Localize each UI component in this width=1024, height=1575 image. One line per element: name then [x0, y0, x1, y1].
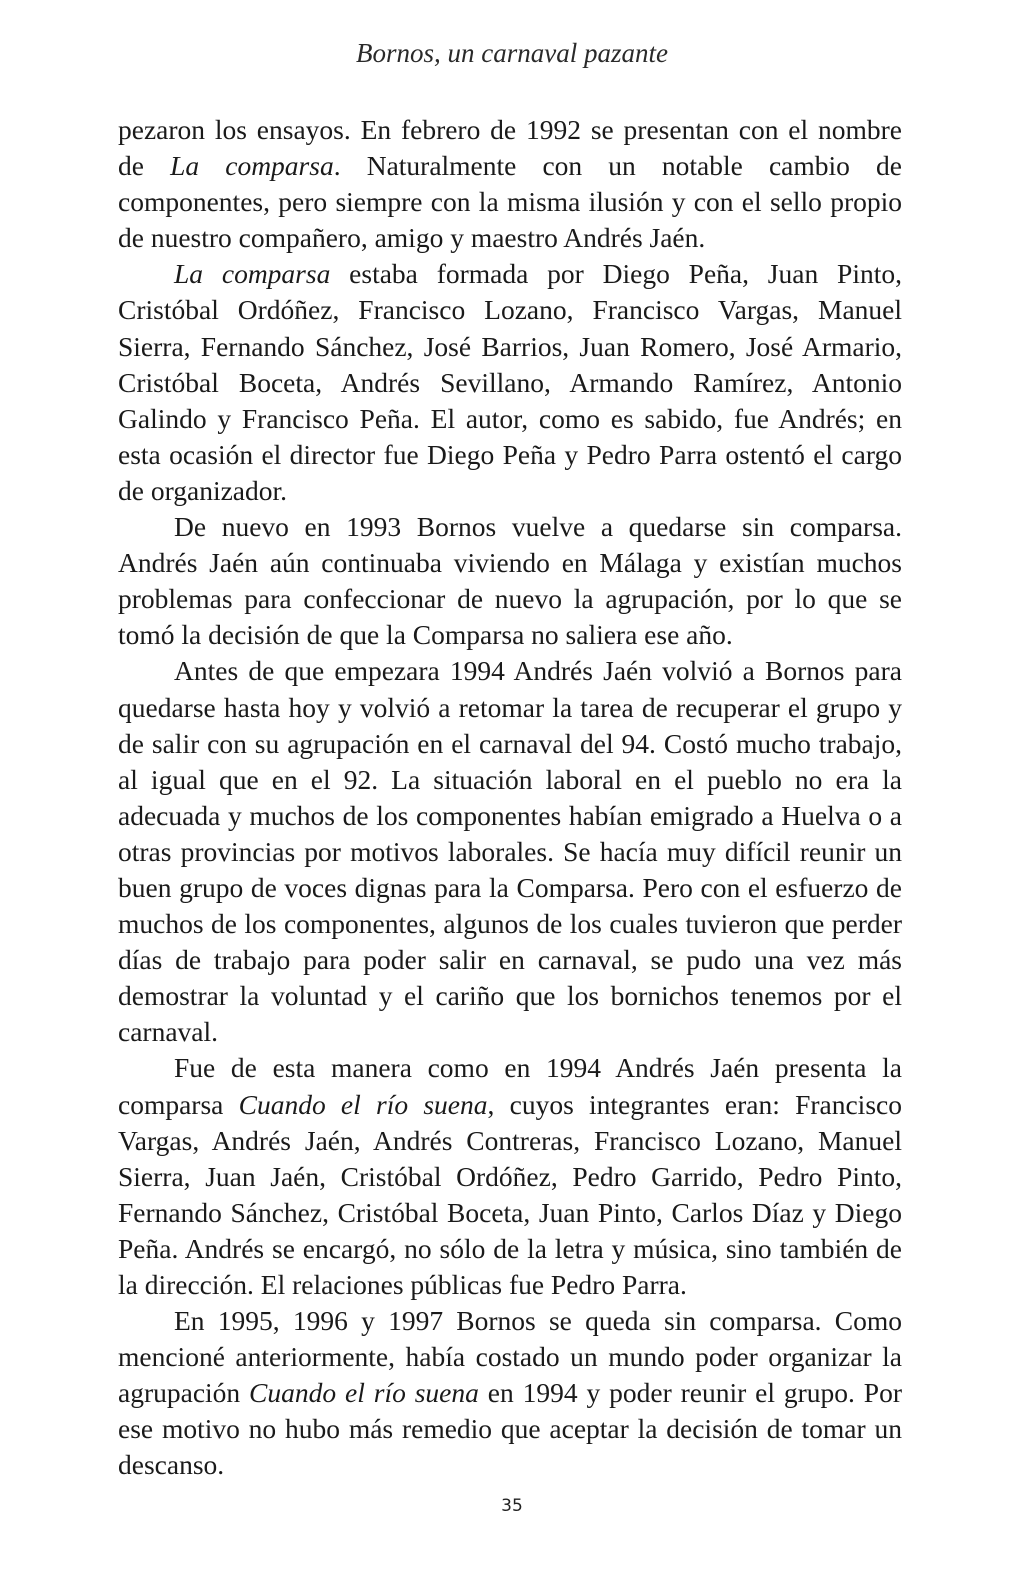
paragraph-5: [118, 1050, 902, 1303]
paragraph-3: [118, 509, 902, 653]
text-run: pezaron los ensayos. En febrero de 1992 se presentan con el nombre de: [118, 114, 902, 182]
text-run: De nuevo en 1993 Bornos vuelve a quedarse sin comparsa. Andrés Jaén aún continuaba viviendo en Málaga y existían muchos problemas para confeccionar de nuevo la agrupación, por lo que se tomó la decisión de que la Comparsa no saliera ese año.: [118, 511, 902, 651]
italic-title: Cuando el río suena: [238, 1088, 488, 1120]
paragraph-2: [118, 256, 902, 509]
page-number: 35: [501, 1496, 523, 1516]
paragraph-6: [118, 1303, 902, 1483]
text-run: Antes de que empezara 1994 Andrés Jaén volvió a Bornos para quedarse hasta hoy y volvió a retomar la tarea de recuperar el grupo y de salir con su agrupación en el carnaval del 94. Costó mucho trabajo, al igual que en el 92. La situación laboral en el pueblo no era la adecuada y muchos de los componentes habían emigrado a Huelva o a otras provincias por motivos laborales. Se hacía muy difícil reunir un buen grupo de voces dignas para la Comparsa. Pero con el esfuerzo de muchos de los componentes, algunos de los cuales tuvieron que perder días de trabajo para poder salir en carnaval, se pudo una vez más demostrar la voluntad y el cariño que los bornichos tenemos por el carnaval.: [118, 655, 902, 1048]
body-text: [118, 112, 902, 1484]
text-run: estaba formada por Diego Peña, Juan Pinto, Cristóbal Ordóñez, Francisco Lozano, Francisco Vargas, Manuel Sierra, Fernando Sánchez, José Barrios, Juan Romero, José Armario, Cristóbal Boceta, Andrés Sevillano, Armando Ramírez, Antonio Galindo y Francisco Peña. El autor, como es sabido, fue Andrés; en esta ocasión el director fue Diego Peña y Pedro Parra ostentó el cargo de organizador.: [118, 258, 902, 506]
text-run: Fue de esta manera como en 1994 Andrés Jaén presenta la comparsa: [118, 1052, 902, 1120]
italic-title: La comparsa: [170, 150, 334, 182]
text-run: . Naturalmente con un notable cambio de componentes, pero siempre con la misma ilusión y con el sello propio de nuestro compañero, amigo y maestro Andrés Jaén.: [118, 150, 902, 254]
text-run: , cuyos integrantes eran: Francisco Vargas, Andrés Jaén, Andrés Contreras, Francisco Lozano, Manuel Sierra, Juan Jaén, Cristóbal Ordóñez, Pedro Garrido, Pedro Pinto, Fernando Sánchez, Cristóbal Boceta, Juan Pinto, Carlos Díaz y Diego Peña. Andrés se encargó, no sólo de la letra y música, sino también de la dirección. El relaciones públicas fue Pedro Parra.: [118, 1088, 902, 1300]
italic-title: La comparsa: [174, 258, 331, 290]
italic-title: Cuando el río suena: [249, 1377, 479, 1409]
text-run: En 1995, 1996 y 1997 Bornos se queda sin comparsa. Como mencioné anteriormente, había costado un mundo poder organizar la agrupación: [118, 1305, 902, 1409]
text-run: en 1994 y poder reunir el grupo. Por ese motivo no hubo más remedio que aceptar la decisión de tomar un descanso.: [118, 1377, 902, 1481]
paragraph-4: [118, 653, 902, 1050]
running-title: Bornos, un carnaval pazante: [356, 38, 668, 68]
paragraph-1: [118, 112, 902, 256]
